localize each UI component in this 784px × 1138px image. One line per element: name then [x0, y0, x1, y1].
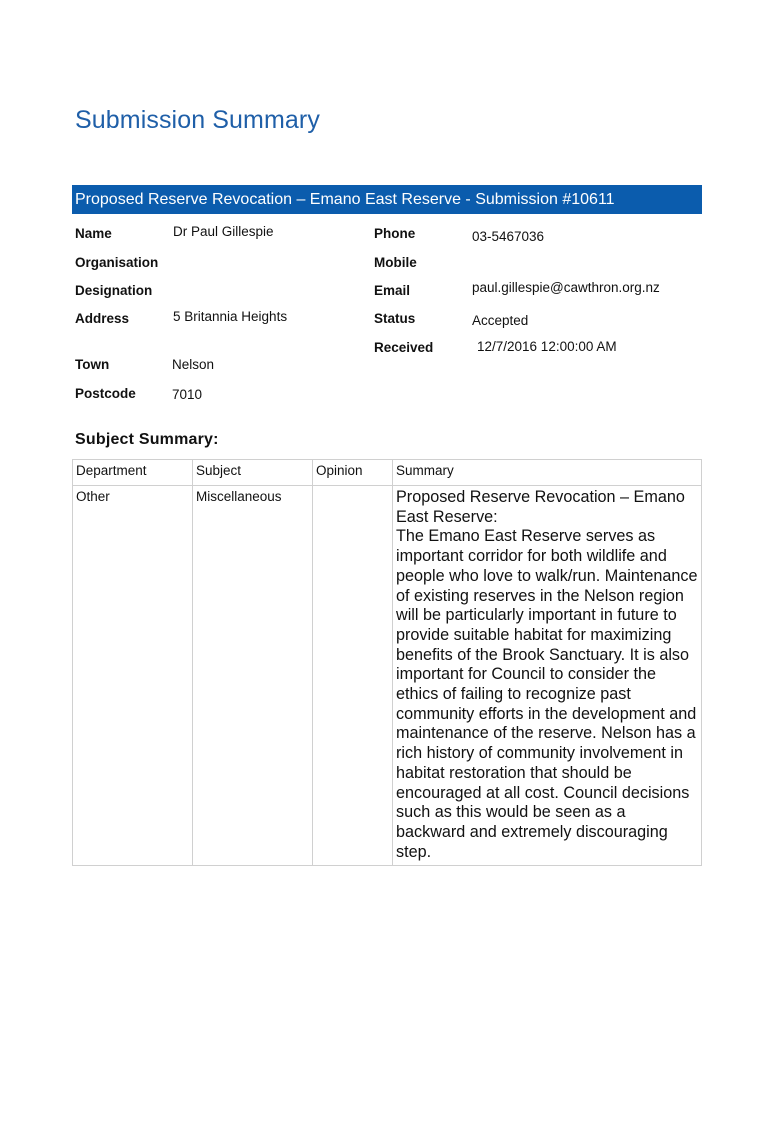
subject-summary-table: [72, 459, 702, 866]
summary-line: benefits of the Brook Sanctuary. It is also: [396, 645, 690, 664]
phone-label: Phone: [374, 226, 416, 241]
summary-line: East Reserve:: [396, 507, 498, 526]
status-value: Accepted: [472, 313, 529, 328]
name-value: Dr Paul Gillespie: [173, 224, 274, 239]
summary-line: of existing reserves in the Nelson region: [396, 586, 684, 605]
town-label: Town: [75, 357, 110, 372]
summary-line: important corridor for both wildlife and: [396, 547, 667, 566]
summary-line: rich history of community involvement in: [396, 744, 683, 763]
summary-line: will be particularly important in future to: [396, 606, 677, 625]
postcode-value: 7010: [172, 387, 203, 402]
summary-line: maintenance of the reserve. Nelson has a: [396, 724, 696, 743]
page-title: Submission Summary: [75, 106, 320, 134]
received-label: Received: [374, 340, 434, 355]
postcode-label: Postcode: [75, 386, 136, 401]
summary-line: step.: [396, 842, 432, 861]
summary-line: people who love to walk/run. Maintenance: [396, 566, 698, 585]
table-row: [73, 486, 702, 866]
column-header-opinion: Opinion: [313, 460, 393, 486]
table-header-row: [73, 460, 702, 486]
status-label: Status: [374, 311, 416, 326]
summary-line: Proposed Reserve Revocation – Emano: [396, 488, 685, 506]
summary-line: ethics of failing to recognize past: [396, 685, 631, 704]
subject-summary-heading: Subject Summary:: [75, 431, 219, 448]
summary-line: provide suitable habitat for maximizing: [396, 625, 672, 644]
submission-banner: Proposed Reserve Revocation – Emano East Reserve - Submission #10611: [72, 185, 702, 214]
email-label: Email: [374, 283, 411, 298]
address-value: 5 Britannia Heights: [173, 309, 288, 324]
address-label: Address: [75, 311, 130, 326]
summary-line: important for Council to consider the: [396, 665, 657, 684]
column-header-department: Department: [73, 460, 193, 486]
mobile-label: Mobile: [374, 255, 417, 270]
cell-opinion: [313, 486, 393, 866]
cell-subject: Miscellaneous: [193, 486, 313, 866]
column-header-summary: Summary: [393, 460, 702, 486]
cell-department: Other: [73, 486, 193, 866]
summary-line: such as this would be seen as a: [396, 803, 626, 822]
summary-line: The Emano East Reserve serves as: [396, 527, 656, 546]
summary-line: habitat restoration that should be: [396, 763, 632, 782]
summary-line: encouraged at all cost. Council decisions: [396, 783, 690, 802]
summary-line: community efforts in the development and: [396, 704, 697, 723]
received-value: 12/7/2016 12:00:00 AM: [477, 339, 617, 354]
summary-line: backward and extremely discouraging: [396, 822, 668, 841]
designation-label: Designation: [75, 283, 153, 298]
cell-summary: [393, 486, 702, 866]
column-header-subject: Subject: [193, 460, 313, 486]
email-value: paul.gillespie@cawthron.org.nz: [472, 280, 660, 295]
phone-value: 03-5467036: [472, 229, 545, 244]
name-label: Name: [75, 226, 112, 241]
organisation-label: Organisation: [75, 255, 159, 270]
town-value: Nelson: [172, 357, 215, 372]
